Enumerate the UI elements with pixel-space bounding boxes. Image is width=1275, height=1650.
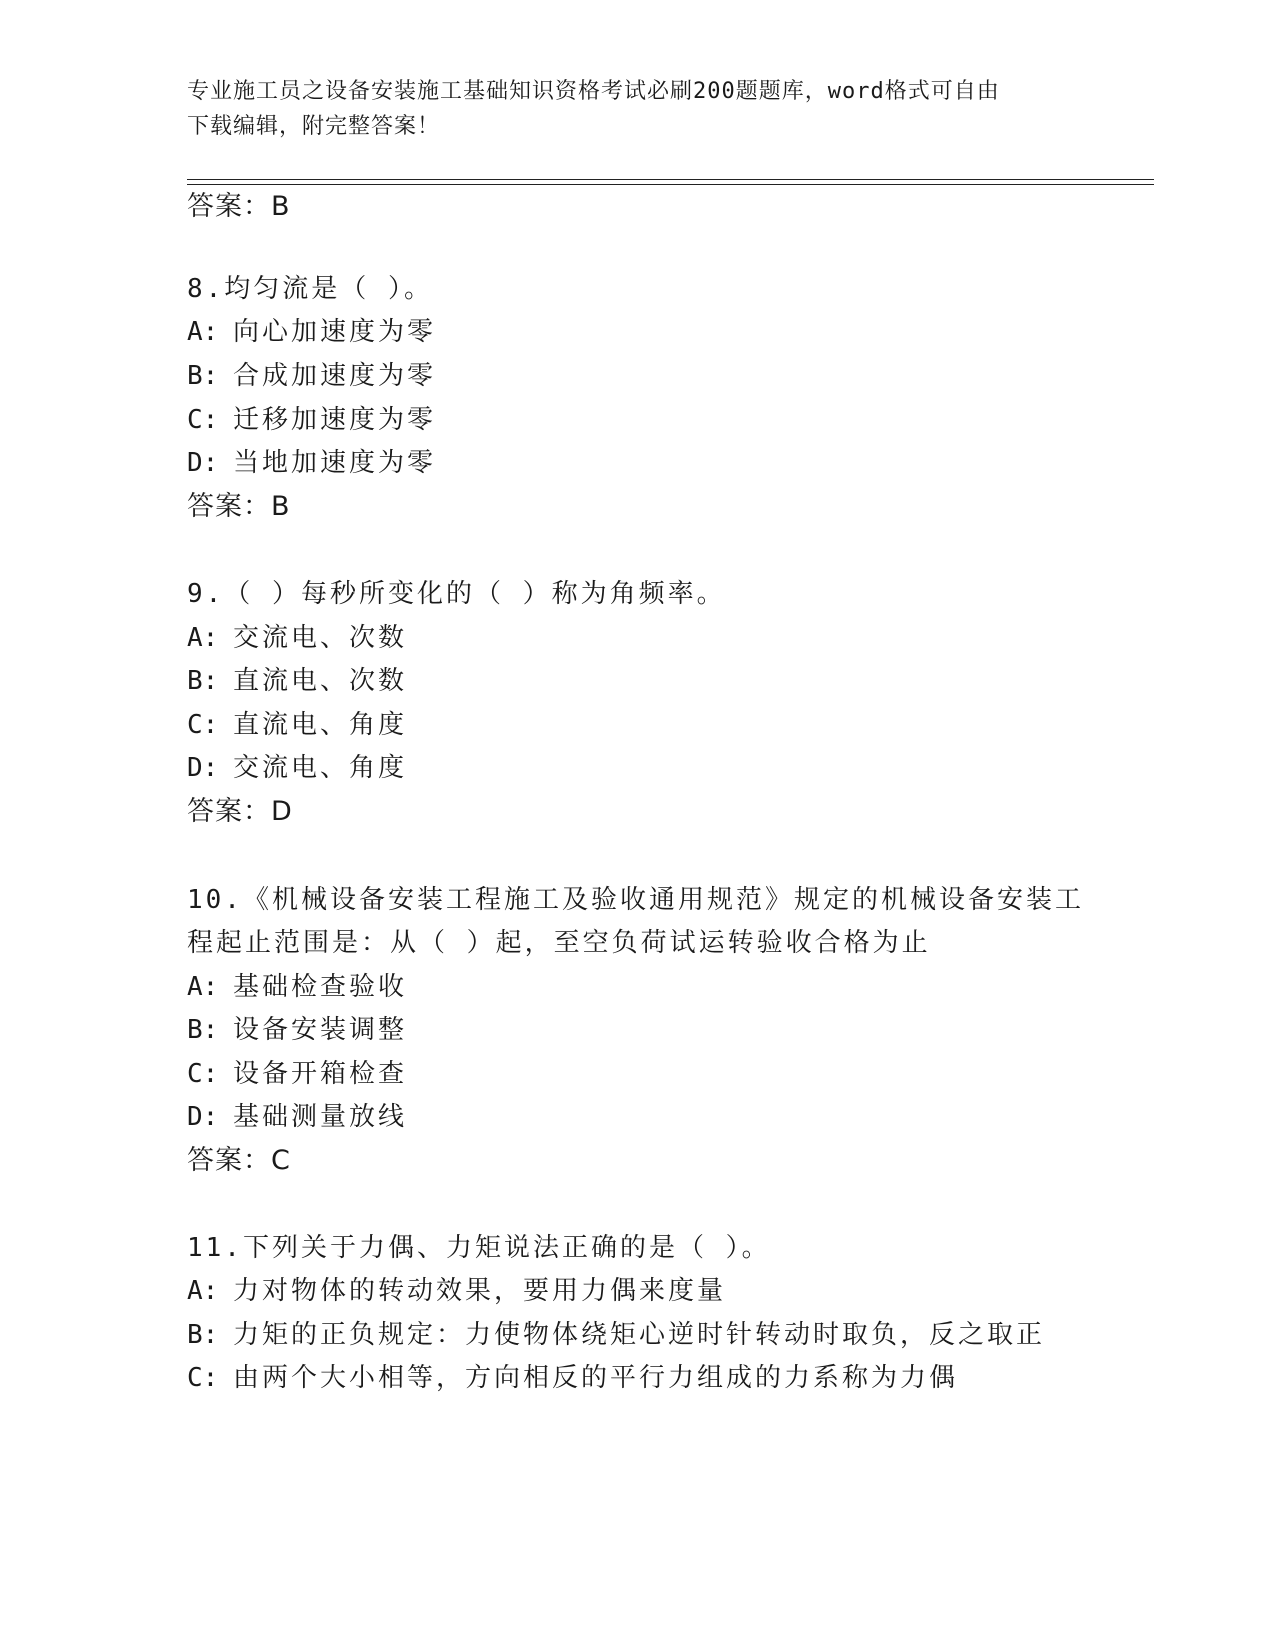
option-text: 设备开箱检查 <box>233 1059 408 1089</box>
header-rule-bottom <box>187 184 1154 185</box>
question-10-option-d <box>187 1101 407 1133</box>
question-8-answer: 答案：B <box>187 491 291 522</box>
option-text: 直流电、次数 <box>233 666 408 696</box>
option-key: B: <box>187 666 219 696</box>
option-key: B: <box>187 1320 219 1350</box>
option-key: D: <box>187 448 219 478</box>
question-8-stem: 8.均匀流是（ ）。 <box>187 274 433 304</box>
question-8-option-c <box>187 404 436 436</box>
question-9-option-d <box>187 752 407 784</box>
option-key: D: <box>187 753 219 783</box>
option-key: D: <box>187 1102 219 1132</box>
option-text: 当地加速度为零 <box>233 448 437 478</box>
question-10-stem-line-2: 程起止范围是：从（ ）起，至空负荷试运转验收合格为止 <box>187 928 931 958</box>
question-11-option-b <box>187 1319 1045 1351</box>
option-key: A: <box>187 972 219 1002</box>
option-key: B: <box>187 1015 219 1045</box>
option-text: 交流电、角度 <box>233 753 408 783</box>
option-text: 向心加速度为零 <box>233 317 437 347</box>
option-text: 基础测量放线 <box>233 1102 408 1132</box>
question-9-answer: 答案：D <box>187 796 293 827</box>
option-text: 力对物体的转动效果，要用力偶来度量 <box>233 1276 727 1306</box>
option-text: 设备安装调整 <box>233 1015 408 1045</box>
question-8-option-b <box>187 360 436 392</box>
option-text: 由两个大小相等，方向相反的平行力组成的力系称为力偶 <box>233 1363 959 1393</box>
option-text: 直流电、角度 <box>233 710 408 740</box>
option-text: 交流电、次数 <box>233 623 408 653</box>
question-9-option-a <box>187 622 407 654</box>
question-9-option-b <box>187 665 407 697</box>
question-8-option-a <box>187 316 436 348</box>
header-rule-top <box>187 179 1154 180</box>
option-text: 合成加速度为零 <box>233 361 437 391</box>
option-key: A: <box>187 317 219 347</box>
question-10-option-a <box>187 971 407 1003</box>
option-key: B: <box>187 361 219 391</box>
question-8-option-d <box>187 447 436 479</box>
option-key: C: <box>187 1059 219 1089</box>
option-key: C: <box>187 405 219 435</box>
question-11-stem: 11.下列关于力偶、力矩说法正确的是（ ）。 <box>187 1233 771 1263</box>
question-9-stem: 9.（ ）每秒所变化的（ ）称为角频率。 <box>187 579 726 609</box>
question-10-option-b <box>187 1014 407 1046</box>
option-key: C: <box>187 710 219 740</box>
option-key: A: <box>187 1276 219 1306</box>
document-header <box>187 74 1087 144</box>
previous-answer: 答案：B <box>187 191 291 222</box>
option-text: 迁移加速度为零 <box>233 405 437 435</box>
question-9-option-c <box>187 709 407 741</box>
question-11-option-a <box>187 1275 726 1307</box>
question-10-option-c <box>187 1058 407 1090</box>
header-line-1: 专业施工员之设备安装施工基础知识资格考试必刷200题题库，word格式可自由 <box>187 79 1000 104</box>
option-text: 基础检查验收 <box>233 972 408 1002</box>
question-10-answer: 答案：C <box>187 1145 291 1176</box>
header-line-2: 下载编辑，附完整答案！ <box>187 114 441 139</box>
option-text: 力矩的正负规定：力使物体绕矩心逆时针转动时取负，反之取正 <box>233 1320 1046 1350</box>
question-11-option-c <box>187 1362 958 1394</box>
question-10-stem-line-1: 10.《机械设备安装工程施工及验收通用规范》规定的机械设备安装工 <box>187 885 1084 915</box>
option-key: C: <box>187 1363 219 1393</box>
option-key: A: <box>187 623 219 653</box>
